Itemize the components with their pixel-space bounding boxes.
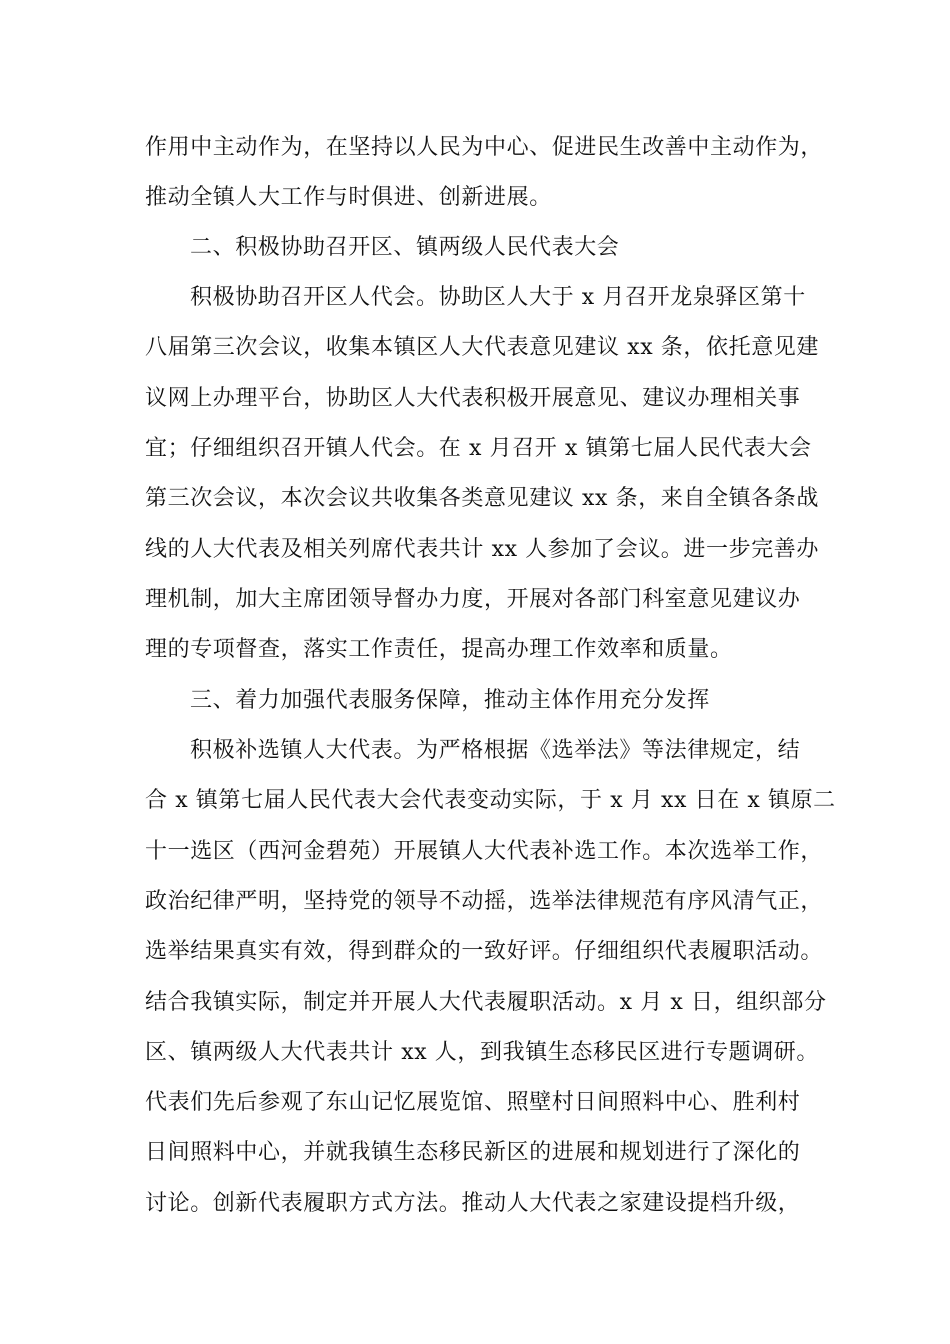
body-text-line: 区、镇两级人大代表共计 xx 人，到我镇生态移民区进行专题调研。 bbox=[145, 1040, 820, 1065]
body-text-line: 八届第三次会议，收集本镇区人大代表意见建议 xx 条，依托意见建 bbox=[145, 335, 820, 360]
body-text-line: 结合我镇实际，制定并开展人大代表履职活动。x 月 x 日，组织部分 bbox=[145, 990, 827, 1015]
body-text-line: 宜；仔细组织召开镇人代会。在 x 月召开 x 镇第七届人民代表大会 bbox=[145, 436, 812, 461]
body-text-line: 积极协助召开区人代会。协助区人大于 x 月召开龙泉驿区第十 bbox=[190, 285, 806, 310]
body-text-line: 议网上办理平台，协助区人大代表积极开展意见、建议办理相关事 bbox=[145, 386, 801, 411]
body-text-line: 选举结果真实有效，得到群众的一致好评。仔细组织代表履职活动。 bbox=[145, 939, 824, 964]
body-text-line: 日间照料中心，并就我镇生态移民新区的进展和规划进行了深化的 bbox=[145, 1140, 801, 1165]
body-text-line: 作用中主动作为，在坚持以人民为中心、促进民生改善中主动作为， bbox=[145, 135, 824, 160]
body-text-line: 积极补选镇人大代表。为严格根据《选举法》等法律规定，结 bbox=[190, 738, 801, 763]
body-text-line: 理机制，加大主席团领导督办力度，开展对各部门科室意见建议办 bbox=[145, 587, 801, 612]
body-text-line: 第三次会议，本次会议共收集各类意见建议 xx 条，来自全镇各条战 bbox=[145, 486, 820, 511]
body-text-line: 理的专项督查，落实工作责任，提高办理工作效率和质量。 bbox=[145, 637, 733, 662]
body-text-line: 代表们先后参观了东山记忆展览馆、照壁村日间照料中心、胜利村 bbox=[145, 1090, 801, 1115]
body-text-line: 线的人大代表及相关列席代表共计 xx 人参加了会议。进一步完善办 bbox=[145, 537, 820, 562]
body-text-line: 推动全镇人大工作与时俱进、创新进展。 bbox=[145, 185, 552, 210]
section-heading: 二、积极协助召开区、镇两级人民代表大会 bbox=[190, 235, 620, 260]
body-text-line: 政治纪律严明，坚持党的领导不动摇，选举法律规范有序风清气正， bbox=[145, 889, 824, 914]
body-text-line: 合 x 镇第七届人民代表大会代表变动实际，于 x 月 xx 日在 x 镇原二 bbox=[145, 788, 836, 813]
section-heading: 三、着力加强代表服务保障，推动主体作用充分发挥 bbox=[190, 688, 710, 713]
body-text-line: 十一选区（西河金碧苑）开展镇人大代表补选工作。本次选举工作， bbox=[145, 839, 824, 864]
body-text-line: 讨论。创新代表履职方式方法。推动人大代表之家建设提档升级， bbox=[145, 1191, 801, 1216]
